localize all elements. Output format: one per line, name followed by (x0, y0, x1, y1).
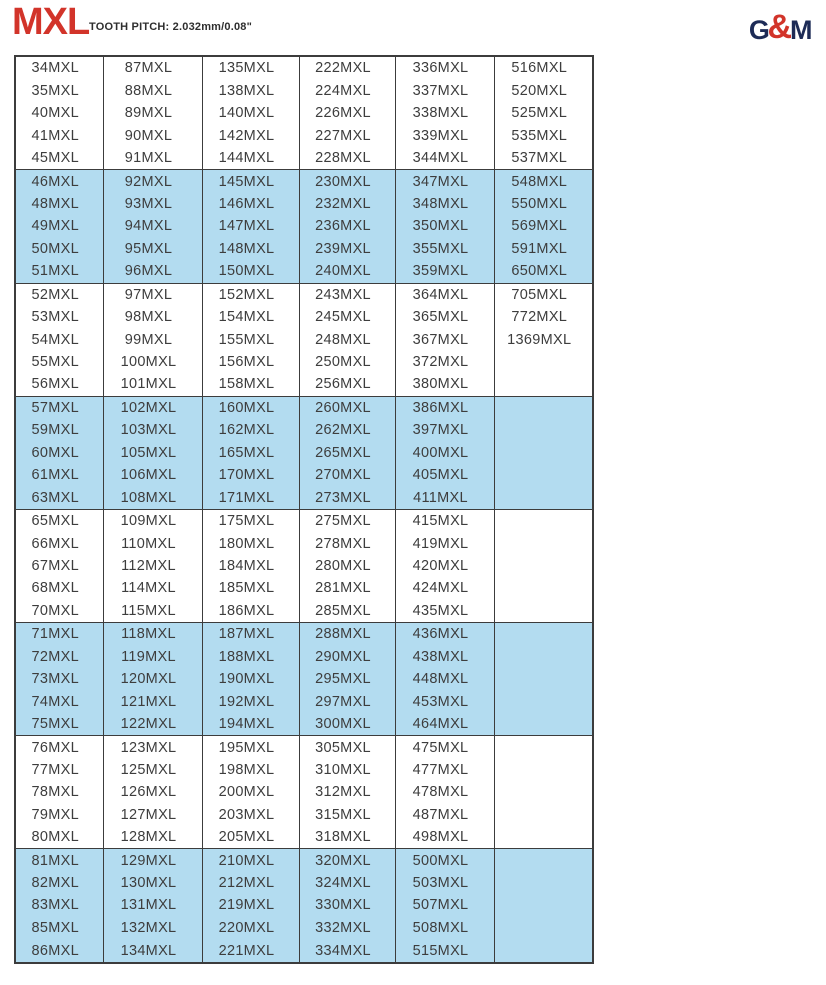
empty-cell (494, 804, 593, 826)
belt-size-cell: 147MXL (202, 215, 299, 237)
belt-size-cell: 34MXL (31, 60, 79, 77)
belt-size-cell: 236MXL (299, 215, 395, 237)
belt-size-cell: 435MXL (395, 600, 494, 623)
belt-size-cell: 148MXL (202, 238, 299, 260)
table-row (15, 690, 593, 712)
belt-size-cell: 130MXL (103, 872, 202, 894)
table-row (15, 442, 593, 464)
belt-size-cell: 367MXL (395, 328, 494, 350)
belt-size-cell: 125MXL (103, 759, 202, 781)
belt-size-cell: 419MXL (395, 532, 494, 554)
belt-size-cell: 128MXL (103, 826, 202, 849)
belt-size-cell: 198MXL (202, 759, 299, 781)
table-row (15, 759, 593, 781)
belt-size-cell: 112MXL (103, 555, 202, 577)
page-title: MXL (12, 1, 90, 43)
empty-cell (494, 600, 593, 623)
belt-size-cell: 72MXL (31, 648, 79, 665)
belt-size-cell: 154MXL (202, 306, 299, 328)
table-row (15, 351, 593, 373)
belt-size-cell: 78MXL (31, 784, 79, 801)
table-row (15, 170, 593, 193)
belt-size-cell: 347MXL (395, 170, 494, 193)
belt-size-cell: 57MXL (15, 396, 103, 419)
belt-size-cell: 288MXL (299, 623, 395, 646)
logo-letter-m: M (790, 15, 812, 45)
belt-size-cell: 281MXL (299, 577, 395, 599)
belt-size-cell: 320MXL (299, 849, 395, 872)
table-row (15, 306, 593, 328)
belt-size-cell: 415MXL (395, 509, 494, 532)
belt-size-cell: 114MXL (103, 577, 202, 599)
belt-size-cell: 83MXL (31, 897, 79, 914)
belt-size-cell: 520MXL (494, 80, 593, 102)
belt-size-cell: 146MXL (202, 193, 299, 215)
belt-size-cell: 424MXL (395, 577, 494, 599)
belt-size-cell: 305MXL (299, 736, 395, 759)
table-row (15, 577, 593, 599)
empty-cell (494, 894, 593, 916)
belt-size-cell: 318MXL (299, 826, 395, 849)
belt-size-cell: 380MXL (395, 373, 494, 396)
belt-size-cell: 297MXL (299, 690, 395, 712)
belt-size-cell: 228MXL (299, 147, 395, 170)
belt-size-cell: 87MXL (103, 56, 202, 80)
belt-size-cell: 239MXL (299, 238, 395, 260)
belt-size-cell: 256MXL (299, 373, 395, 396)
empty-cell (494, 849, 593, 872)
gm-logo (749, 10, 812, 48)
belt-size-cell: 219MXL (202, 894, 299, 916)
table-row (15, 939, 593, 963)
belt-size-cell: 123MXL (103, 736, 202, 759)
belt-size-cell: 478MXL (395, 781, 494, 803)
belt-size-cell: 194MXL (202, 713, 299, 736)
belt-size-cell: 122MXL (103, 713, 202, 736)
belt-size-cell: 220MXL (202, 917, 299, 939)
belt-size-cell: 53MXL (31, 309, 79, 326)
belt-size-cell: 126MXL (103, 781, 202, 803)
belt-size-cell: 156MXL (202, 351, 299, 373)
table-row (15, 509, 593, 532)
belt-size-cell: 70MXL (31, 602, 79, 619)
empty-cell (494, 872, 593, 894)
belt-size-cell: 230MXL (299, 170, 395, 193)
belt-size-cell: 350MXL (395, 215, 494, 237)
belt-size-cell: 160MXL (202, 396, 299, 419)
belt-size-cell: 503MXL (395, 872, 494, 894)
table-row (15, 124, 593, 146)
table-row (15, 283, 593, 306)
empty-cell (494, 690, 593, 712)
belt-size-cell: 145MXL (202, 170, 299, 193)
belt-size-cell: 500MXL (395, 849, 494, 872)
belt-size-cell: 260MXL (299, 396, 395, 419)
empty-cell (494, 373, 593, 396)
table-row (15, 238, 593, 260)
belt-size-cell: 85MXL (31, 919, 79, 936)
belt-size-cell: 516MXL (494, 56, 593, 80)
belt-size-cell: 405MXL (395, 464, 494, 486)
belt-size-cell: 52MXL (15, 283, 103, 306)
belt-size-cell: 436MXL (395, 623, 494, 646)
belt-size-cell: 248MXL (299, 328, 395, 350)
belt-size-cell: 487MXL (395, 804, 494, 826)
belt-size-cell: 535MXL (494, 124, 593, 146)
table-row (15, 826, 593, 849)
belt-size-cell: 63MXL (31, 489, 79, 506)
belt-size-cell: 50MXL (31, 240, 79, 257)
empty-cell (494, 917, 593, 939)
belt-size-cell: 226MXL (299, 102, 395, 124)
belt-size-cell: 195MXL (202, 736, 299, 759)
belt-size-cell: 91MXL (103, 147, 202, 170)
belt-size-cell: 355MXL (395, 238, 494, 260)
belt-size-cell: 61MXL (31, 467, 79, 484)
belt-size-cell: 105MXL (103, 442, 202, 464)
table-row (15, 102, 593, 124)
table-row (15, 396, 593, 419)
belt-size-cell: 150MXL (202, 260, 299, 283)
belt-size-cell: 365MXL (395, 306, 494, 328)
table-row (15, 623, 593, 646)
belt-size-cell: 359MXL (395, 260, 494, 283)
table-row (15, 849, 593, 872)
belt-size-cell: 73MXL (31, 671, 79, 688)
belt-size-cell: 45MXL (31, 150, 79, 167)
belt-size-cell: 475MXL (395, 736, 494, 759)
belt-size-cell: 79MXL (31, 806, 79, 823)
belt-size-cell: 372MXL (395, 351, 494, 373)
table-row (15, 56, 593, 80)
table-row (15, 894, 593, 916)
belt-size-cell: 180MXL (202, 532, 299, 554)
belt-size-cell: 106MXL (103, 464, 202, 486)
tooth-pitch-subtitle: TOOTH PITCH: 2.032mm/0.08" (89, 21, 253, 33)
belt-size-cell: 310MXL (299, 759, 395, 781)
belt-size-cell: 109MXL (103, 509, 202, 532)
belt-size-cell: 280MXL (299, 555, 395, 577)
belt-size-cell: 205MXL (202, 826, 299, 849)
belt-size-cell: 772MXL (494, 306, 593, 328)
belt-size-cell: 102MXL (103, 396, 202, 419)
belt-size-cell: 67MXL (31, 557, 79, 574)
belt-size-cell: 295MXL (299, 668, 395, 690)
empty-cell (494, 532, 593, 554)
belt-size-cell: 315MXL (299, 804, 395, 826)
belt-size-cell: 221MXL (202, 939, 299, 963)
belt-size-cell: 262MXL (299, 419, 395, 441)
belt-size-cell: 187MXL (202, 623, 299, 646)
belt-size-cell: 537MXL (494, 147, 593, 170)
empty-cell (494, 736, 593, 759)
belt-size-cell: 232MXL (299, 193, 395, 215)
belt-size-cell: 477MXL (395, 759, 494, 781)
belt-size-cell: 507MXL (395, 894, 494, 916)
belt-size-cell: 56MXL (31, 376, 79, 393)
empty-cell (494, 646, 593, 668)
belt-size-cell: 132MXL (103, 917, 202, 939)
belt-size-cell: 227MXL (299, 124, 395, 146)
belt-size-cell: 188MXL (202, 646, 299, 668)
belt-size-cell: 71MXL (15, 623, 103, 646)
belt-size-cell: 250MXL (299, 351, 395, 373)
belt-size-cell: 192MXL (202, 690, 299, 712)
belt-size-cell: 90MXL (103, 124, 202, 146)
belt-size-cell: 60MXL (31, 444, 79, 461)
belt-size-cell: 224MXL (299, 80, 395, 102)
belt-size-cell: 54MXL (31, 331, 79, 348)
belt-size-cell: 96MXL (103, 260, 202, 283)
belt-size-cell: 129MXL (103, 849, 202, 872)
belt-size-cell: 270MXL (299, 464, 395, 486)
belt-size-cell: 171MXL (202, 486, 299, 509)
belt-size-cell: 569MXL (494, 215, 593, 237)
belt-size-cell: 243MXL (299, 283, 395, 306)
belt-size-cell: 108MXL (103, 486, 202, 509)
belt-size-cell: 386MXL (395, 396, 494, 419)
belt-size-cell: 75MXL (31, 715, 79, 732)
belt-size-cell: 98MXL (103, 306, 202, 328)
belt-size-cell: 74MXL (31, 693, 79, 710)
belt-size-cell: 95MXL (103, 238, 202, 260)
empty-cell (494, 577, 593, 599)
logo-ampersand: & (767, 8, 792, 46)
belt-size-cell: 184MXL (202, 555, 299, 577)
belt-size-cell: 411MXL (395, 486, 494, 509)
belt-size-cell: 162MXL (202, 419, 299, 441)
belt-size-cell: 650MXL (494, 260, 593, 283)
table-row (15, 668, 593, 690)
belt-size-cell: 115MXL (103, 600, 202, 623)
belt-size-cell: 89MXL (103, 102, 202, 124)
belt-size-cell: 41MXL (31, 127, 79, 144)
belt-size-cell: 170MXL (202, 464, 299, 486)
belt-size-cell: 35MXL (31, 82, 79, 99)
belt-size-cell: 134MXL (103, 939, 202, 963)
belt-size-cell: 591MXL (494, 238, 593, 260)
empty-cell (494, 509, 593, 532)
belt-size-cell: 1369MXL (494, 328, 593, 350)
belt-size-cell: 290MXL (299, 646, 395, 668)
belt-size-cell: 210MXL (202, 849, 299, 872)
belt-size-cell: 97MXL (103, 283, 202, 306)
belt-size-cell: 330MXL (299, 894, 395, 916)
belt-size-cell: 400MXL (395, 442, 494, 464)
belt-size-cell: 337MXL (395, 80, 494, 102)
belt-size-cell: 336MXL (395, 56, 494, 80)
belt-size-cell: 144MXL (202, 147, 299, 170)
belt-size-cell: 420MXL (395, 555, 494, 577)
belt-size-cell: 81MXL (15, 849, 103, 872)
belt-size-cell: 508MXL (395, 917, 494, 939)
belt-size-cell: 120MXL (103, 668, 202, 690)
belt-size-cell: 49MXL (31, 218, 79, 235)
belt-size-cell: 155MXL (202, 328, 299, 350)
table-row (15, 713, 593, 736)
belt-size-cell: 397MXL (395, 419, 494, 441)
belt-size-cell: 86MXL (31, 942, 79, 959)
table-row (15, 147, 593, 170)
belt-size-cell: 312MXL (299, 781, 395, 803)
belt-size-cell: 498MXL (395, 826, 494, 849)
table-row (15, 193, 593, 215)
belt-size-cell: 55MXL (31, 353, 79, 370)
empty-cell (494, 555, 593, 577)
belt-size-cell: 332MXL (299, 917, 395, 939)
belt-size-cell: 140MXL (202, 102, 299, 124)
table-row (15, 555, 593, 577)
belt-size-cell: 40MXL (31, 105, 79, 122)
table-row (15, 872, 593, 894)
empty-cell (494, 826, 593, 849)
belt-size-cell: 265MXL (299, 442, 395, 464)
table-row (15, 260, 593, 283)
table-row (15, 736, 593, 759)
belt-size-cell: 65MXL (15, 509, 103, 532)
belt-size-cell: 46MXL (15, 170, 103, 193)
belt-size-cell: 103MXL (103, 419, 202, 441)
belt-size-cell: 278MXL (299, 532, 395, 554)
belt-size-cell: 364MXL (395, 283, 494, 306)
belt-size-cell: 245MXL (299, 306, 395, 328)
belt-size-cell: 48MXL (31, 196, 79, 213)
table-row (15, 328, 593, 350)
empty-cell (494, 781, 593, 803)
belt-size-cell: 339MXL (395, 124, 494, 146)
belt-size-cell: 200MXL (202, 781, 299, 803)
belt-size-cell: 80MXL (31, 829, 79, 846)
table-row (15, 532, 593, 554)
belt-size-cell: 119MXL (103, 646, 202, 668)
table-row (15, 486, 593, 509)
belt-size-table-body (15, 56, 593, 963)
empty-cell (494, 759, 593, 781)
belt-size-cell: 324MXL (299, 872, 395, 894)
belt-size-cell: 275MXL (299, 509, 395, 532)
belt-size-cell: 190MXL (202, 668, 299, 690)
table-row (15, 600, 593, 623)
belt-size-cell: 300MXL (299, 713, 395, 736)
belt-size-cell: 110MXL (103, 532, 202, 554)
belt-size-cell: 550MXL (494, 193, 593, 215)
belt-size-cell: 121MXL (103, 690, 202, 712)
table-row (15, 80, 593, 102)
belt-size-cell: 165MXL (202, 442, 299, 464)
table-row (15, 804, 593, 826)
belt-size-cell: 453MXL (395, 690, 494, 712)
belt-size-cell: 212MXL (202, 872, 299, 894)
empty-cell (494, 351, 593, 373)
belt-size-cell: 158MXL (202, 373, 299, 396)
belt-size-cell: 273MXL (299, 486, 395, 509)
table-row (15, 781, 593, 803)
belt-size-cell: 338MXL (395, 102, 494, 124)
belt-size-cell: 203MXL (202, 804, 299, 826)
table-row (15, 419, 593, 441)
empty-cell (494, 939, 593, 963)
table-row (15, 215, 593, 237)
belt-size-cell: 76MXL (15, 736, 103, 759)
belt-size-cell: 285MXL (299, 600, 395, 623)
belt-size-cell: 222MXL (299, 56, 395, 80)
belt-size-cell: 464MXL (395, 713, 494, 736)
empty-cell (494, 442, 593, 464)
empty-cell (494, 464, 593, 486)
belt-size-cell: 68MXL (31, 580, 79, 597)
belt-size-cell: 77MXL (31, 761, 79, 778)
belt-size-cell: 51MXL (31, 263, 79, 280)
belt-size-cell: 59MXL (31, 422, 79, 439)
empty-cell (494, 419, 593, 441)
belt-size-cell: 438MXL (395, 646, 494, 668)
belt-size-cell: 88MXL (103, 80, 202, 102)
belt-size-cell: 448MXL (395, 668, 494, 690)
belt-size-table (14, 55, 594, 964)
belt-size-cell: 185MXL (202, 577, 299, 599)
belt-size-cell: 93MXL (103, 193, 202, 215)
table-row (15, 373, 593, 396)
empty-cell (494, 486, 593, 509)
belt-size-cell: 548MXL (494, 170, 593, 193)
belt-size-cell: 138MXL (202, 80, 299, 102)
table-row (15, 646, 593, 668)
empty-cell (494, 713, 593, 736)
belt-size-cell: 152MXL (202, 283, 299, 306)
belt-size-cell: 99MXL (103, 328, 202, 350)
empty-cell (494, 396, 593, 419)
belt-size-cell: 100MXL (103, 351, 202, 373)
table-row (15, 464, 593, 486)
belt-size-cell: 142MXL (202, 124, 299, 146)
logo-letter-g: G (748, 15, 770, 45)
table-row (15, 917, 593, 939)
belt-size-cell: 515MXL (395, 939, 494, 963)
belt-size-cell: 705MXL (494, 283, 593, 306)
belt-size-cell: 127MXL (103, 804, 202, 826)
belt-size-cell: 131MXL (103, 894, 202, 916)
belt-size-cell: 92MXL (103, 170, 202, 193)
empty-cell (494, 668, 593, 690)
belt-size-cell: 186MXL (202, 600, 299, 623)
belt-size-cell: 135MXL (202, 56, 299, 80)
belt-size-cell: 94MXL (103, 215, 202, 237)
belt-size-cell: 101MXL (103, 373, 202, 396)
belt-size-cell: 348MXL (395, 193, 494, 215)
belt-size-cell: 525MXL (494, 102, 593, 124)
belt-size-cell: 240MXL (299, 260, 395, 283)
empty-cell (494, 623, 593, 646)
belt-size-cell: 344MXL (395, 147, 494, 170)
belt-size-cell: 82MXL (31, 875, 79, 892)
belt-size-cell: 175MXL (202, 509, 299, 532)
belt-size-cell: 118MXL (103, 623, 202, 646)
belt-size-cell: 334MXL (299, 939, 395, 963)
belt-size-cell: 66MXL (31, 535, 79, 552)
